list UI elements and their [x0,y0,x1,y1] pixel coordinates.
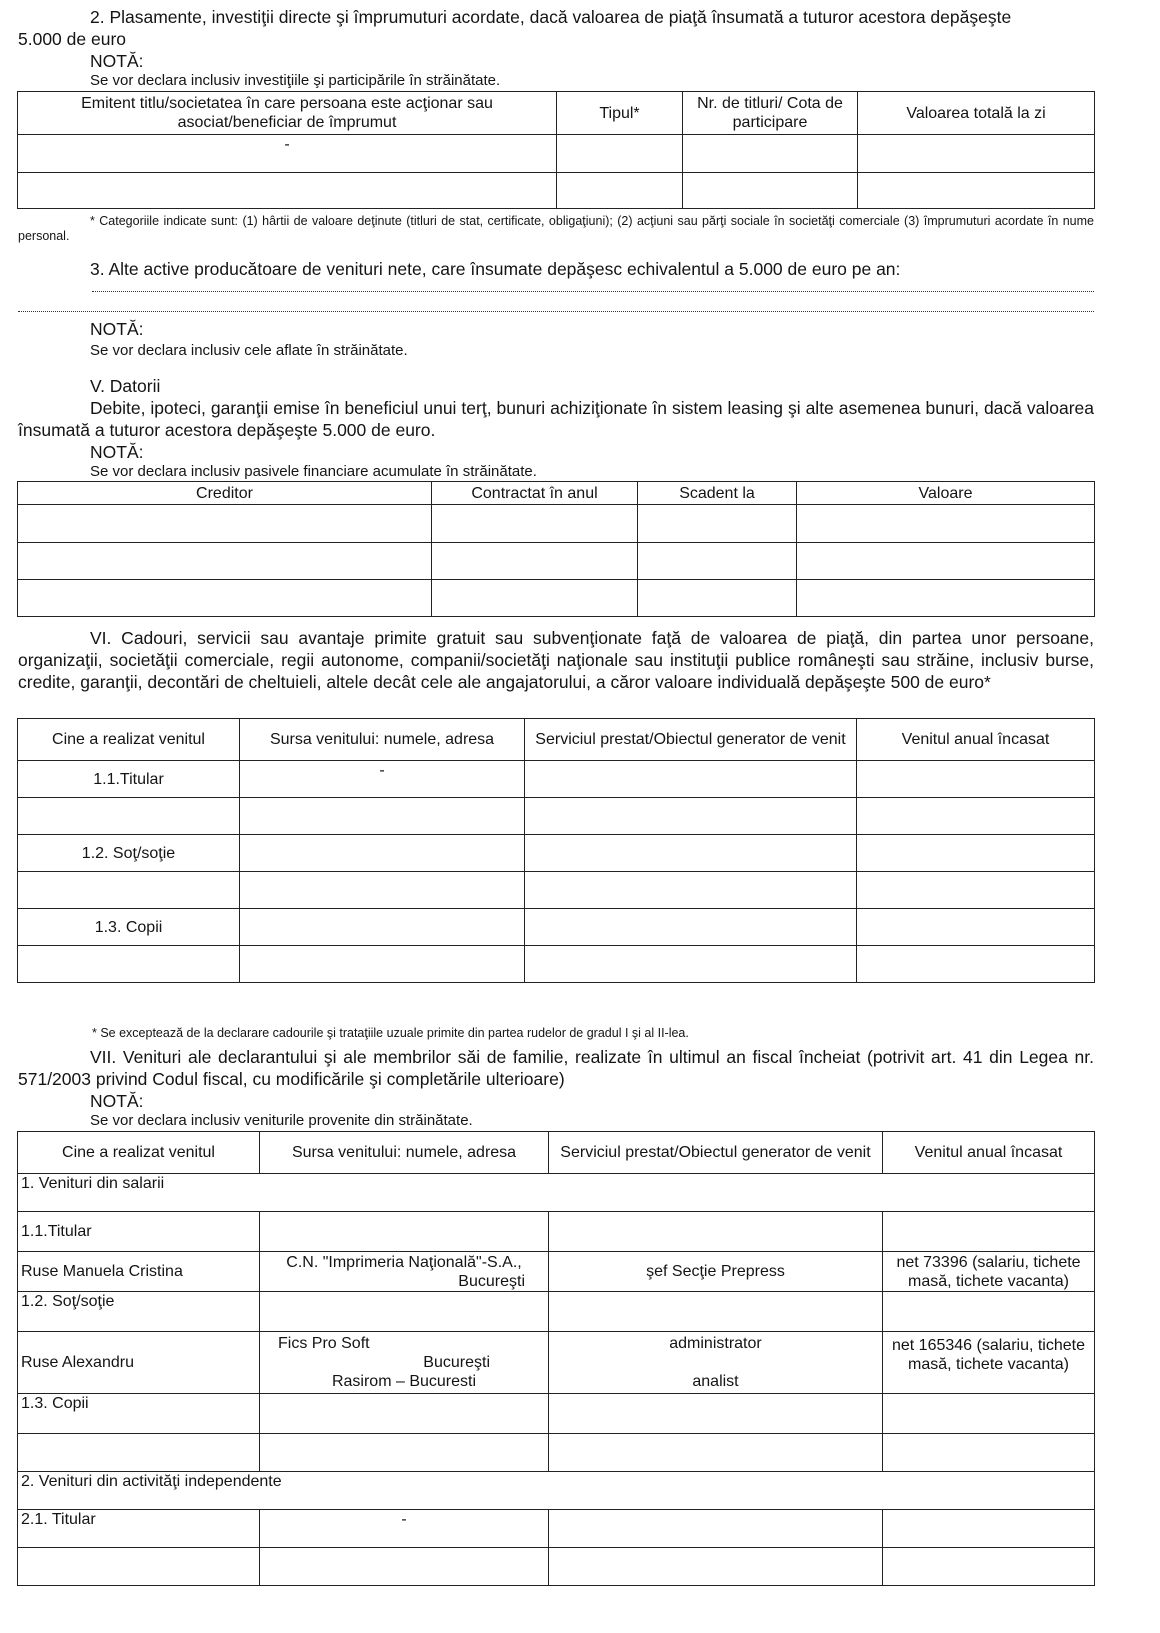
col-header-venit: Venitul anual încasat [857,719,1095,761]
table-cell [525,835,857,872]
table-cell [883,1434,1095,1472]
dotted-line [92,291,1094,292]
sec5-text: Debite, ipoteci, garanţii emise în beneficiul unui terţ, bunuri achiziţionate în sistem leasing şi alte asemenea bunuri, dacă valoarea însumată a tuturor acestora depăşeşte 5.000 de euro. [18,398,1094,440]
table-cell [557,173,683,209]
table-cell [549,1212,883,1252]
table-row [18,835,1095,872]
table-cell [797,505,1095,543]
income-service [549,1332,883,1394]
table-cell [638,505,797,543]
table-cell [883,1212,1095,1252]
investments-table [17,91,1095,209]
table-cell [18,798,240,835]
table-row [18,946,1095,983]
income-service-line: analist [692,1373,739,1390]
income-service-line: administrator [669,1335,762,1352]
table-cell: 1.2. Soţ/soţie [18,835,240,872]
income-amount: net 165346 (salariu, tichete masă, tichete vacanta) [883,1332,1095,1394]
table-cell [240,946,525,983]
table-cell [638,580,797,617]
table-cell [240,798,525,835]
dotted-line [18,311,1094,312]
table-row [18,1292,1095,1332]
table-cell: - [18,135,557,173]
income-source-line: Rasirom – Bucuresti [331,1373,477,1390]
table-cell [883,1394,1095,1434]
table-cell [857,909,1095,946]
table-row [18,1434,1095,1472]
col-header-emitent: Emitent titlu/societatea în care persoana este acţionar sau asociat/beneficiar de împrumut [18,92,557,135]
table-cell [549,1394,883,1434]
table-cell [18,173,557,209]
table-cell [525,872,857,909]
table-cell [638,543,797,580]
table-cell [432,505,638,543]
table-cell [549,1548,883,1586]
table-header-row [18,482,1095,505]
table-cell [857,872,1095,909]
col-header-sursa: Sursa venitului: numele, adresa [240,719,525,761]
table-cell: 1.2. Soţ/soţie [18,1292,260,1332]
income-amount: net 73396 (salariu, tichete masă, tichete vacanta) [883,1252,1095,1292]
income-source-line: C.N. "Imprimeria Naţională"-S.A., [286,1253,522,1271]
table-row [18,872,1095,909]
table-cell [260,1212,549,1252]
sec5-nota-label: NOTĂ: [90,442,144,462]
table-cell [525,798,857,835]
table-cell [18,946,240,983]
col-header-scadent: Scadent la [638,482,797,505]
sec6-footnote: * Se exceptează de la declarare cadourile şi trataţiile uzuale primite din partea rudelor de gradul I şi al II-lea. [92,1026,689,1040]
col-header-serviciu: Serviciul prestat/Obiectul generator de venit [549,1132,883,1174]
income-person-name: Ruse Manuela Cristina [18,1252,260,1292]
table-cell [18,1434,260,1472]
table-cell [18,543,432,580]
income-source-line: Fics Pro Soft [278,1335,370,1352]
table-row [18,761,1095,798]
table-row [18,1212,1095,1252]
table-row [18,909,1095,946]
sec5-nota-text: Se vor declara inclusiv pasivele financiare acumulate în străinătate. [90,463,537,480]
gifts-table [17,718,1095,983]
table-row [18,1510,1095,1548]
sec2-footnote: * Categoriile indicate sunt: (1) hârtii de valoare deţinute (titluri de stat, certificate, obligaţiuni); (2) acţiuni sau părţi sociale în societăţi comerciale (3) împrumuturi acordate în nume personal. [18,214,1094,243]
table-cell: 2.1. Titular [18,1510,260,1548]
table-cell [432,543,638,580]
table-row [18,135,1095,173]
table-row [18,173,1095,209]
debts-table [17,481,1095,617]
table-cell [883,1510,1095,1548]
col-header-creditor: Creditor [18,482,432,505]
table-row [18,1548,1095,1586]
sec2-nota-text: Se vor declara inclusiv investiţiile şi participările în străinătate. [90,72,501,89]
table-cell [857,835,1095,872]
table-cell [260,1292,549,1332]
table-cell [857,946,1095,983]
table-row [18,1332,1095,1394]
category-independente: 2. Venituri din activităţi independente [18,1472,1095,1510]
sec3-nota-text: Se vor declara inclusiv cele aflate în străinătate. [90,342,408,359]
table-cell [549,1434,883,1472]
income-source [260,1332,549,1394]
table-cell [857,761,1095,798]
table-cell [240,909,525,946]
table-header-row [18,719,1095,761]
spacer [552,1353,879,1372]
category-salarii: 1. Venituri din salarii [18,1174,1095,1212]
table-cell [858,173,1095,209]
table-cell [883,1292,1095,1332]
table-row [18,543,1095,580]
table-cell [240,835,525,872]
table-row [18,1252,1095,1292]
table-cell [240,872,525,909]
table-cell [260,1434,549,1472]
table-cell: 1.3. Copii [18,909,240,946]
sec7-nota-label: NOTĂ: [90,1091,144,1111]
table-cell [549,1292,883,1332]
table-cell [797,580,1095,617]
table-cell: 1.1.Titular [18,1212,260,1252]
income-source-line: Bucureşti [458,1272,525,1290]
sec2-heading: 2. Plasamente, investiţii directe şi împrumuturi acordate, dacă valoarea de piaţă însumată a tuturor acestora depăşeşte [90,7,1012,27]
sec5-title: V. Datorii [90,376,161,396]
table-header-row [18,92,1095,135]
col-header-sursa: Sursa venitului: numele, adresa [260,1132,549,1174]
col-header-cine: Cine a realizat venitul [18,1132,260,1174]
income-source [260,1252,549,1292]
income-source-line: Bucureşti [423,1354,490,1371]
col-header-serviciu: Serviciul prestat/Obiectul generator de venit [525,719,857,761]
sec7-nota-text: Se vor declara inclusiv veniturile provenite din străinătate. [90,1112,473,1129]
table-cell [18,1548,260,1586]
table-cell [260,1548,549,1586]
col-header-venit: Venitul anual încasat [883,1132,1095,1174]
col-header-cine: Cine a realizat venitul [18,719,240,761]
table-cell [557,135,683,173]
category-row [18,1472,1095,1510]
table-cell [432,580,638,617]
table-cell: - [260,1510,549,1548]
sec7-text: VII. Venituri ale declarantului şi ale membrilor săi de familie, realizate în ultimul an fiscal încheiat (potrivit art. 41 din Legea nr. 571/2003 privind Codul fiscal, cu modificările şi completările ulterioare) [18,1047,1094,1089]
table-cell: - [240,761,525,798]
table-cell [18,580,432,617]
table-cell [18,505,432,543]
col-header-nr-titluri: Nr. de titluri/ Cota de participare [683,92,858,135]
col-header-valoare: Valoare [797,482,1095,505]
category-row [18,1174,1095,1212]
table-cell [797,543,1095,580]
table-cell: 1.1.Titular [18,761,240,798]
table-header-row [18,1132,1095,1174]
table-cell [525,761,857,798]
table-cell [525,946,857,983]
sec3-nota-label: NOTĂ: [90,319,144,339]
table-cell [883,1548,1095,1586]
table-cell [683,135,858,173]
sec2-nota-label: NOTĂ: [90,51,144,71]
col-header-tipul: Tipul* [557,92,683,135]
sec2-heading-cont: 5.000 de euro [18,29,127,49]
income-person-name: Ruse Alexandru [18,1332,260,1394]
table-cell [549,1510,883,1548]
table-row [18,798,1095,835]
table-cell [525,909,857,946]
income-service: şef Secţie Prepress [549,1252,883,1292]
table-cell: 1.3. Copii [18,1394,260,1434]
sec6-text: VI. Cadouri, servicii sau avantaje primite gratuit sau subvenţionate faţă de valoarea de piaţă, din partea unor persoane, organizaţii, societăţii comerciale, regii autonome, companii/societăţi naţionale sau instituţii publice româneşti sau străine, inclusiv burse, credite, garanţii, decontări de cheltuieli, altele decât cele ale angajatorului, a căror valoare individuală depăşeşte 500 de euro* [18,628,1094,692]
table-row [18,580,1095,617]
table-cell [683,173,858,209]
table-cell [858,135,1095,173]
table-cell [857,798,1095,835]
table-cell [260,1394,549,1434]
table-row [18,1394,1095,1434]
col-header-valoarea: Valoarea totală la zi [858,92,1095,135]
income-table [17,1131,1095,1586]
table-row [18,505,1095,543]
col-header-contractat: Contractat în anul [432,482,638,505]
sec3-heading: 3. Alte active producătoare de venituri nete, care însumate depăşesc echivalentul a 5.000 de euro pe an: [90,259,901,279]
table-cell [18,872,240,909]
